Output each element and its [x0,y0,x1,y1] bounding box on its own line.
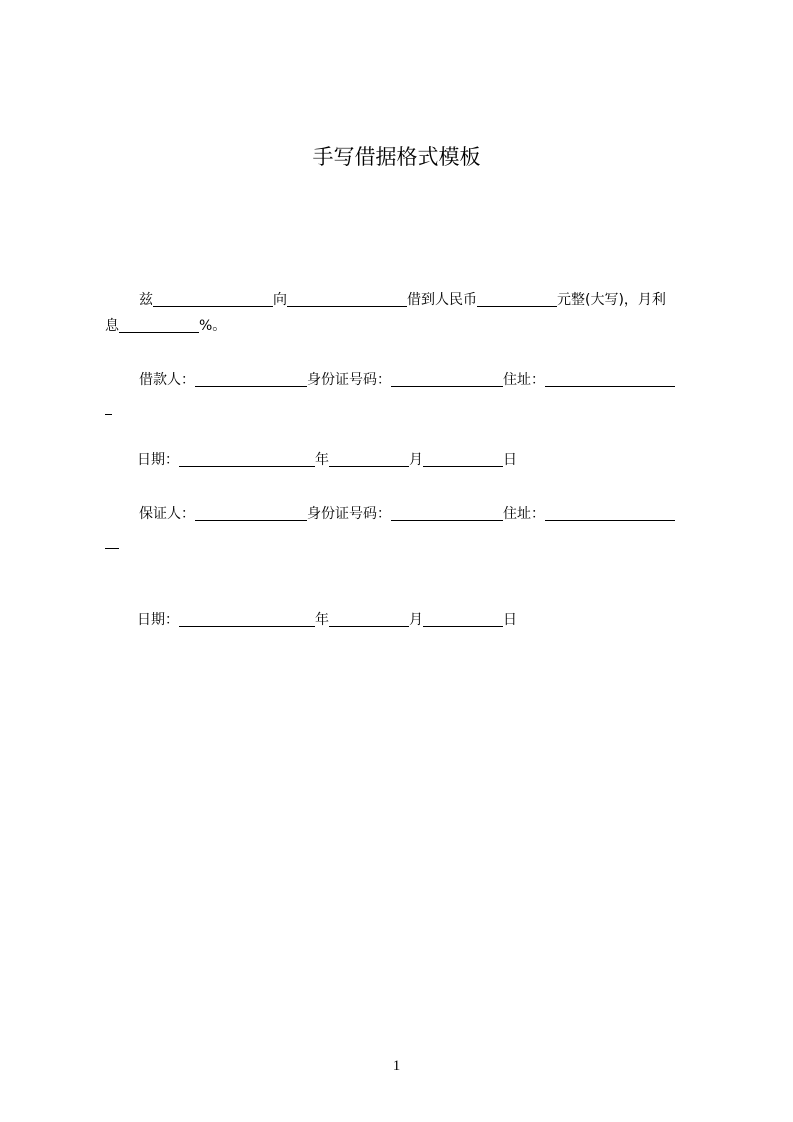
guarantor-address-label: 住址： [503,506,545,522]
borrower-id-blank[interactable] [391,371,503,387]
borrower-address-label: 住址： [503,372,545,388]
year-text-1: 年 [315,452,329,468]
borrower-id-label: 身份证号码： [307,372,391,388]
year-blank-1[interactable] [179,451,315,467]
date-label-2: 日期： [137,612,179,628]
zi-text: 兹 [139,292,153,308]
xi-text: 息 [105,318,119,334]
date-label-1: 日期： [137,452,179,468]
day-text-2: 日 [503,612,517,628]
guarantor-address-blank[interactable] [545,505,675,521]
borrower-address-blank[interactable] [545,371,675,387]
guarantor-label: 保证人： [139,506,195,522]
loan-clause-line-1 [139,290,666,310]
page-number: 1 [392,1058,401,1074]
borrower-name-blank[interactable] [287,291,407,307]
xiang-text: 向 [273,292,287,308]
guarantor-address-blank-cont[interactable] [105,533,119,549]
percent-text: %。 [199,318,227,334]
borrow-rmb-text: 借到人民币 [407,292,477,308]
guarantor-line-wrap [105,532,119,552]
day-text-1: 日 [503,452,517,468]
date-line-2 [137,610,517,630]
month-text-1: 月 [409,452,423,468]
document-title: 手写借据格式模板 [312,145,481,169]
guarantor-line [139,504,675,524]
loan-clause-line-2 [105,316,226,336]
day-blank-1[interactable] [423,451,503,467]
date-line-1 [137,450,517,470]
year-blank-2[interactable] [179,611,315,627]
guarantor-id-label: 身份证号码： [307,506,391,522]
day-blank-2[interactable] [423,611,503,627]
guarantor-blank[interactable] [195,505,307,521]
lender-name-blank[interactable] [153,291,273,307]
borrower-address-blank-cont[interactable] [105,399,112,415]
amount-blank[interactable] [477,291,557,307]
month-blank-2[interactable] [329,611,409,627]
interest-rate-blank[interactable] [119,317,199,333]
borrower-blank[interactable] [195,371,307,387]
yuan-text: 元整(大写)，月利 [557,292,666,308]
month-blank-1[interactable] [329,451,409,467]
borrower-line [139,370,675,390]
borrower-line-wrap [105,398,112,418]
borrower-label: 借款人： [139,372,195,388]
month-text-2: 月 [409,612,423,628]
year-text-2: 年 [315,612,329,628]
guarantor-id-blank[interactable] [391,505,503,521]
